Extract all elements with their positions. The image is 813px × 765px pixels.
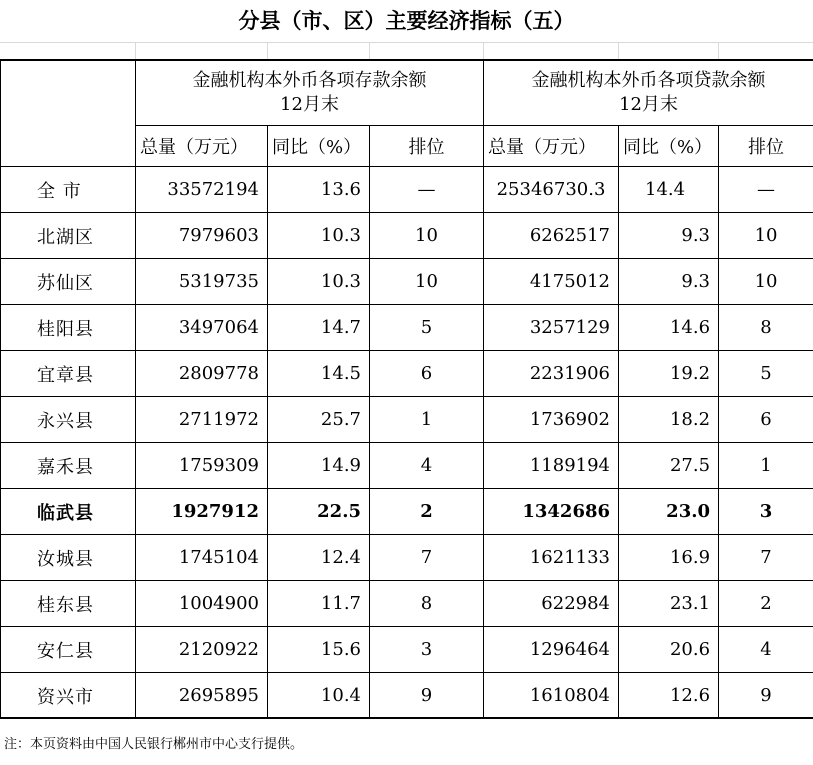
table-row [1,489,813,535]
deposit-total-header: 总量（万元） [136,126,268,167]
loan-total-cell: 1610804 [484,673,619,719]
loan-rank-cell: 2 [719,581,813,627]
deposit-total-cell: 5319735 [136,259,268,305]
region-name-cell: 苏仙区 [1,259,136,305]
footnote: 注：本页资料由中国人民银行郴州市中心支行提供。 [4,737,304,752]
deposit-yoy-cell: 14.7 [268,305,370,351]
region-name-cell: 临武县 [1,489,136,535]
loan-total-cell: 2231906 [484,351,619,397]
loan-rank-cell: 5 [719,351,813,397]
loan-yoy-cell: 14.6 [619,305,719,351]
deposit-yoy-cell: 14.9 [268,443,370,489]
deposit-total-cell: 2695895 [136,673,268,719]
deposit-rank-header: 排位 [370,126,484,167]
region-name-cell: 汝城县 [1,535,136,581]
loan-yoy-cell: 16.9 [619,535,719,581]
loan-total-cell: 1736902 [484,397,619,443]
region-name-cell: 桂阳县 [1,305,136,351]
loan-rank-cell: 7 [719,535,813,581]
deposit-total-cell: 1004900 [136,581,268,627]
footnote-divider [0,717,813,719]
loan-rank-header: 排位 [719,126,813,167]
table-row [1,581,813,627]
table-row [1,627,813,673]
header-corner-cell [1,60,136,167]
loan-yoy-cell: 23.0 [619,489,719,535]
loan-yoy-cell: 9.3 [619,213,719,259]
loan-yoy-cell: 27.5 [619,443,719,489]
table-row [1,397,813,443]
loan-total-cell: 622984 [484,581,619,627]
page-title: 分县（市、区）主要经济指标（五） [238,9,575,33]
loan-yoy-cell: 12.6 [619,673,719,719]
table-row [1,535,813,581]
deposit-total-cell: 7979603 [136,213,268,259]
loan-total-cell: 25346730.3 [484,167,619,213]
loan-rank-cell: 3 [719,489,813,535]
loan-yoy-cell: 23.1 [619,581,719,627]
loan-rank-cell: 10 [719,213,813,259]
deposit-total-cell: 1759309 [136,443,268,489]
deposit-total-cell: 1927912 [136,489,268,535]
deposit-yoy-cell: 25.7 [268,397,370,443]
loan-total-cell: 4175012 [484,259,619,305]
deposit-rank-cell: 9 [370,673,484,719]
deposit-yoy-cell: 12.4 [268,535,370,581]
loan-yoy-header: 同比（%） [619,126,719,167]
loan-rank-cell: 1 [719,443,813,489]
region-name-cell: 全 市 [1,167,136,213]
deposit-total-cell: 2120922 [136,627,268,673]
table-row [1,259,813,305]
table-row [1,443,813,489]
spreadsheet-gridlines [0,42,813,59]
loan-yoy-cell: 20.6 [619,627,719,673]
loan-rank-cell: 10 [719,259,813,305]
table-row [1,673,813,719]
loan-yoy-cell: 18.2 [619,397,719,443]
deposit-yoy-cell: 11.7 [268,581,370,627]
region-name-cell: 桂东县 [1,581,136,627]
deposit-total-cell: 2711972 [136,397,268,443]
deposit-yoy-cell: 13.6 [268,167,370,213]
loan-total-cell: 1342686 [484,489,619,535]
deposit-rank-cell: 1 [370,397,484,443]
loan-yoy-cell: 14.4 [619,167,719,213]
table-row [1,351,813,397]
deposit-rank-cell: 7 [370,535,484,581]
deposit-yoy-cell: 10.3 [268,259,370,305]
deposit-rank-cell: 8 [370,581,484,627]
loan-rank-cell: 4 [719,627,813,673]
deposit-rank-cell: 3 [370,627,484,673]
loan-total-header: 总量（万元） [484,126,619,167]
loan-group-header [484,60,813,126]
deposit-total-cell: 2809778 [136,351,268,397]
region-name-cell: 宜章县 [1,351,136,397]
loan-total-cell: 1189194 [484,443,619,489]
loan-rank-cell: — [719,167,813,213]
loan-group-title: 金融机构本外币各项贷款余额 [531,70,766,91]
deposit-rank-cell: 2 [370,489,484,535]
deposit-rank-cell: 10 [370,213,484,259]
table-body [1,167,813,719]
loan-rank-cell: 9 [719,673,813,719]
table-row [1,213,813,259]
loan-total-cell: 1621133 [484,535,619,581]
region-name-cell: 永兴县 [1,397,136,443]
loan-total-cell: 6262517 [484,213,619,259]
loan-yoy-cell: 9.3 [619,259,719,305]
deposit-yoy-cell: 10.4 [268,673,370,719]
region-name-cell: 资兴市 [1,673,136,719]
deposit-rank-cell: — [370,167,484,213]
deposit-total-cell: 1745104 [136,535,268,581]
deposit-yoy-cell: 15.6 [268,627,370,673]
loan-total-cell: 3257129 [484,305,619,351]
deposit-group-period: 12月末 [280,94,339,115]
table-row [1,305,813,351]
deposit-group-title: 金融机构本外币各项存款余额 [192,70,427,91]
region-name-cell: 嘉禾县 [1,443,136,489]
deposit-yoy-cell: 10.3 [268,213,370,259]
loan-group-period: 12月末 [619,94,678,115]
loan-rank-cell: 6 [719,397,813,443]
loan-yoy-cell: 19.2 [619,351,719,397]
deposit-yoy-cell: 14.5 [268,351,370,397]
table-row [1,167,813,213]
economic-indicator-table [0,59,813,719]
loan-total-cell: 1296464 [484,627,619,673]
deposit-rank-cell: 10 [370,259,484,305]
region-name-cell: 安仁县 [1,627,136,673]
deposit-total-cell: 3497064 [136,305,268,351]
deposit-rank-cell: 5 [370,305,484,351]
region-name-cell: 北湖区 [1,213,136,259]
deposit-yoy-header: 同比（%） [268,126,370,167]
deposit-rank-cell: 4 [370,443,484,489]
deposit-yoy-cell: 22.5 [268,489,370,535]
loan-rank-cell: 8 [719,305,813,351]
deposit-rank-cell: 6 [370,351,484,397]
deposit-group-header [136,60,484,126]
deposit-total-cell: 33572194 [136,167,268,213]
